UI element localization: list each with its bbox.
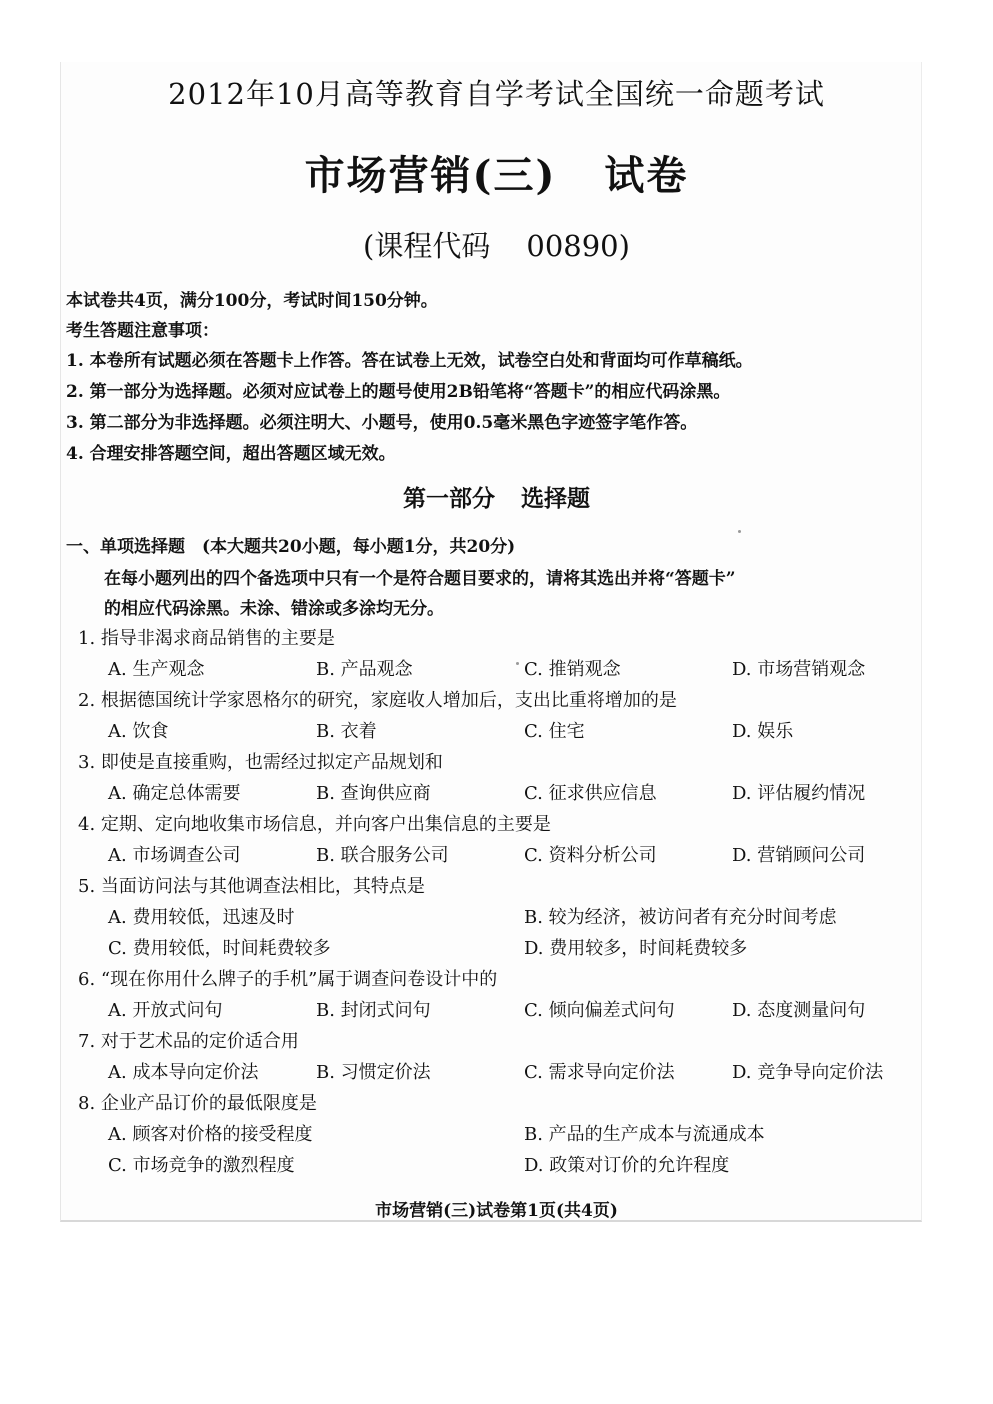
- paper-title: [0, 144, 993, 201]
- option-c: C. 推销观念: [524, 659, 621, 680]
- option-b: B. 较为经济，被访问者有充分时间考虑: [524, 907, 837, 928]
- paper-name: 市场营销(三): [304, 152, 557, 199]
- option-a: A. 饮食: [108, 721, 169, 742]
- exam-summary: 本试卷共4页，满分100分，考试时间150分钟。: [66, 291, 438, 311]
- option-a: A. 顾客对价格的接受程度: [108, 1124, 313, 1145]
- option-b: B. 查询供应商: [316, 783, 431, 804]
- option-a: A. 成本导向定价法: [108, 1062, 259, 1083]
- notice-item: 2. 第一部分为选择题。必须对应试卷上的题号使用2B铅笔将“答题卡”的相应代码涂黑。: [66, 382, 731, 402]
- option-b: B. 产品观念: [316, 659, 413, 680]
- option-b: B. 衣着: [316, 721, 377, 742]
- page-footer: 市场营销(三)试卷第1页(共4页): [375, 1201, 618, 1221]
- option-a: A. 费用较低，迅速及时: [108, 907, 295, 928]
- scan-speck: [738, 530, 741, 533]
- option-d: D. 态度测量问句: [732, 1000, 866, 1021]
- option-c: C. 费用较低，时间耗费较多: [108, 938, 331, 959]
- option-d: D. 政策对订价的允许程度: [524, 1155, 730, 1176]
- option-d: D. 费用较多，时间耗费较多: [524, 938, 748, 959]
- option-c: C. 征求供应信息: [524, 783, 657, 804]
- option-a: A. 市场调查公司: [108, 845, 241, 866]
- option-c: C. 倾向偏差式问句: [524, 1000, 675, 1021]
- part-title: [0, 480, 993, 513]
- option-c: C. 需求导向定价法: [524, 1062, 675, 1083]
- paper-suffix: 试卷: [604, 152, 689, 199]
- option-d: D. 评估履约情况: [732, 783, 866, 804]
- part-name: 选择题: [521, 485, 590, 512]
- option-b: B. 产品的生产成本与流通成本: [524, 1124, 765, 1145]
- question-stem: 4. 定期、定向地收集市场信息，并向客户出集信息的主要是: [78, 814, 551, 835]
- part-label: 第一部分: [403, 485, 495, 512]
- option-d: D. 营销顾问公司: [732, 845, 866, 866]
- option-d: D. 娱乐: [732, 721, 794, 742]
- scan-speck: [516, 662, 519, 665]
- question-stem: 8. 企业产品订价的最低限度是: [78, 1093, 317, 1114]
- notice-item: 3. 第二部分为非选择题。必须注明大、小题号，使用0.5毫米黑色字迹签字笔作答。: [66, 413, 698, 433]
- option-b: B. 联合服务公司: [316, 845, 449, 866]
- course-code-label: (课程代码: [363, 229, 491, 263]
- notice-title: 考生答题注意事项：: [66, 321, 219, 341]
- question-stem: 2. 根据德国统计学家恩格尔的研究，家庭收人增加后，支出比重将增加的是: [78, 690, 677, 711]
- question-stem: 6. “现在你用什么牌子的手机”属于调查问卷设计中的: [78, 969, 498, 990]
- option-b: B. 习惯定价法: [316, 1062, 431, 1083]
- section-title: 一、单项选择题 (本大题共20小题，每小题1分，共20分): [66, 537, 516, 557]
- question-stem: 7. 对于艺术品的定价适合用: [78, 1031, 299, 1052]
- option-a: A. 开放式问句: [108, 1000, 223, 1021]
- option-d: D. 竞争导向定价法: [732, 1062, 884, 1083]
- option-a: A. 生产观念: [108, 659, 205, 680]
- option-c: C. 住宅: [524, 721, 585, 742]
- notice-item: 4. 合理安排答题空间，超出答题区域无效。: [66, 444, 396, 464]
- question-stem: 5. 当面访问法与其他调查法相比，其特点是: [78, 876, 425, 897]
- question-stem: 3. 即使是直接重购，也需经过拟定产品规划和: [78, 752, 443, 773]
- option-c: C. 市场竞争的激烈程度: [108, 1155, 295, 1176]
- course-code: [0, 224, 993, 265]
- option-d: D. 市场营销观念: [732, 659, 866, 680]
- exam-title: 2012年10月高等教育自学考试全国统一命题考试: [168, 77, 825, 111]
- section-description: 在每小题列出的四个备选项中只有一个是符合题目要求的，请将其选出并将“答题卡”: [104, 569, 736, 589]
- option-b: B. 封闭式问句: [316, 1000, 431, 1021]
- section-description: 的相应代码涂黑。未涂、错涂或多涂均无分。: [104, 599, 444, 619]
- option-a: A. 确定总体需要: [108, 783, 241, 804]
- option-c: C. 资料分析公司: [524, 845, 657, 866]
- notice-item: 1. 本卷所有试题必须在答题卡上作答。答在试卷上无效，试卷空白处和背面均可作草稿纸。: [66, 351, 753, 371]
- question-stem: 1. 指导非渴求商品销售的主要是: [78, 628, 335, 649]
- course-code-value: 00890): [526, 229, 630, 263]
